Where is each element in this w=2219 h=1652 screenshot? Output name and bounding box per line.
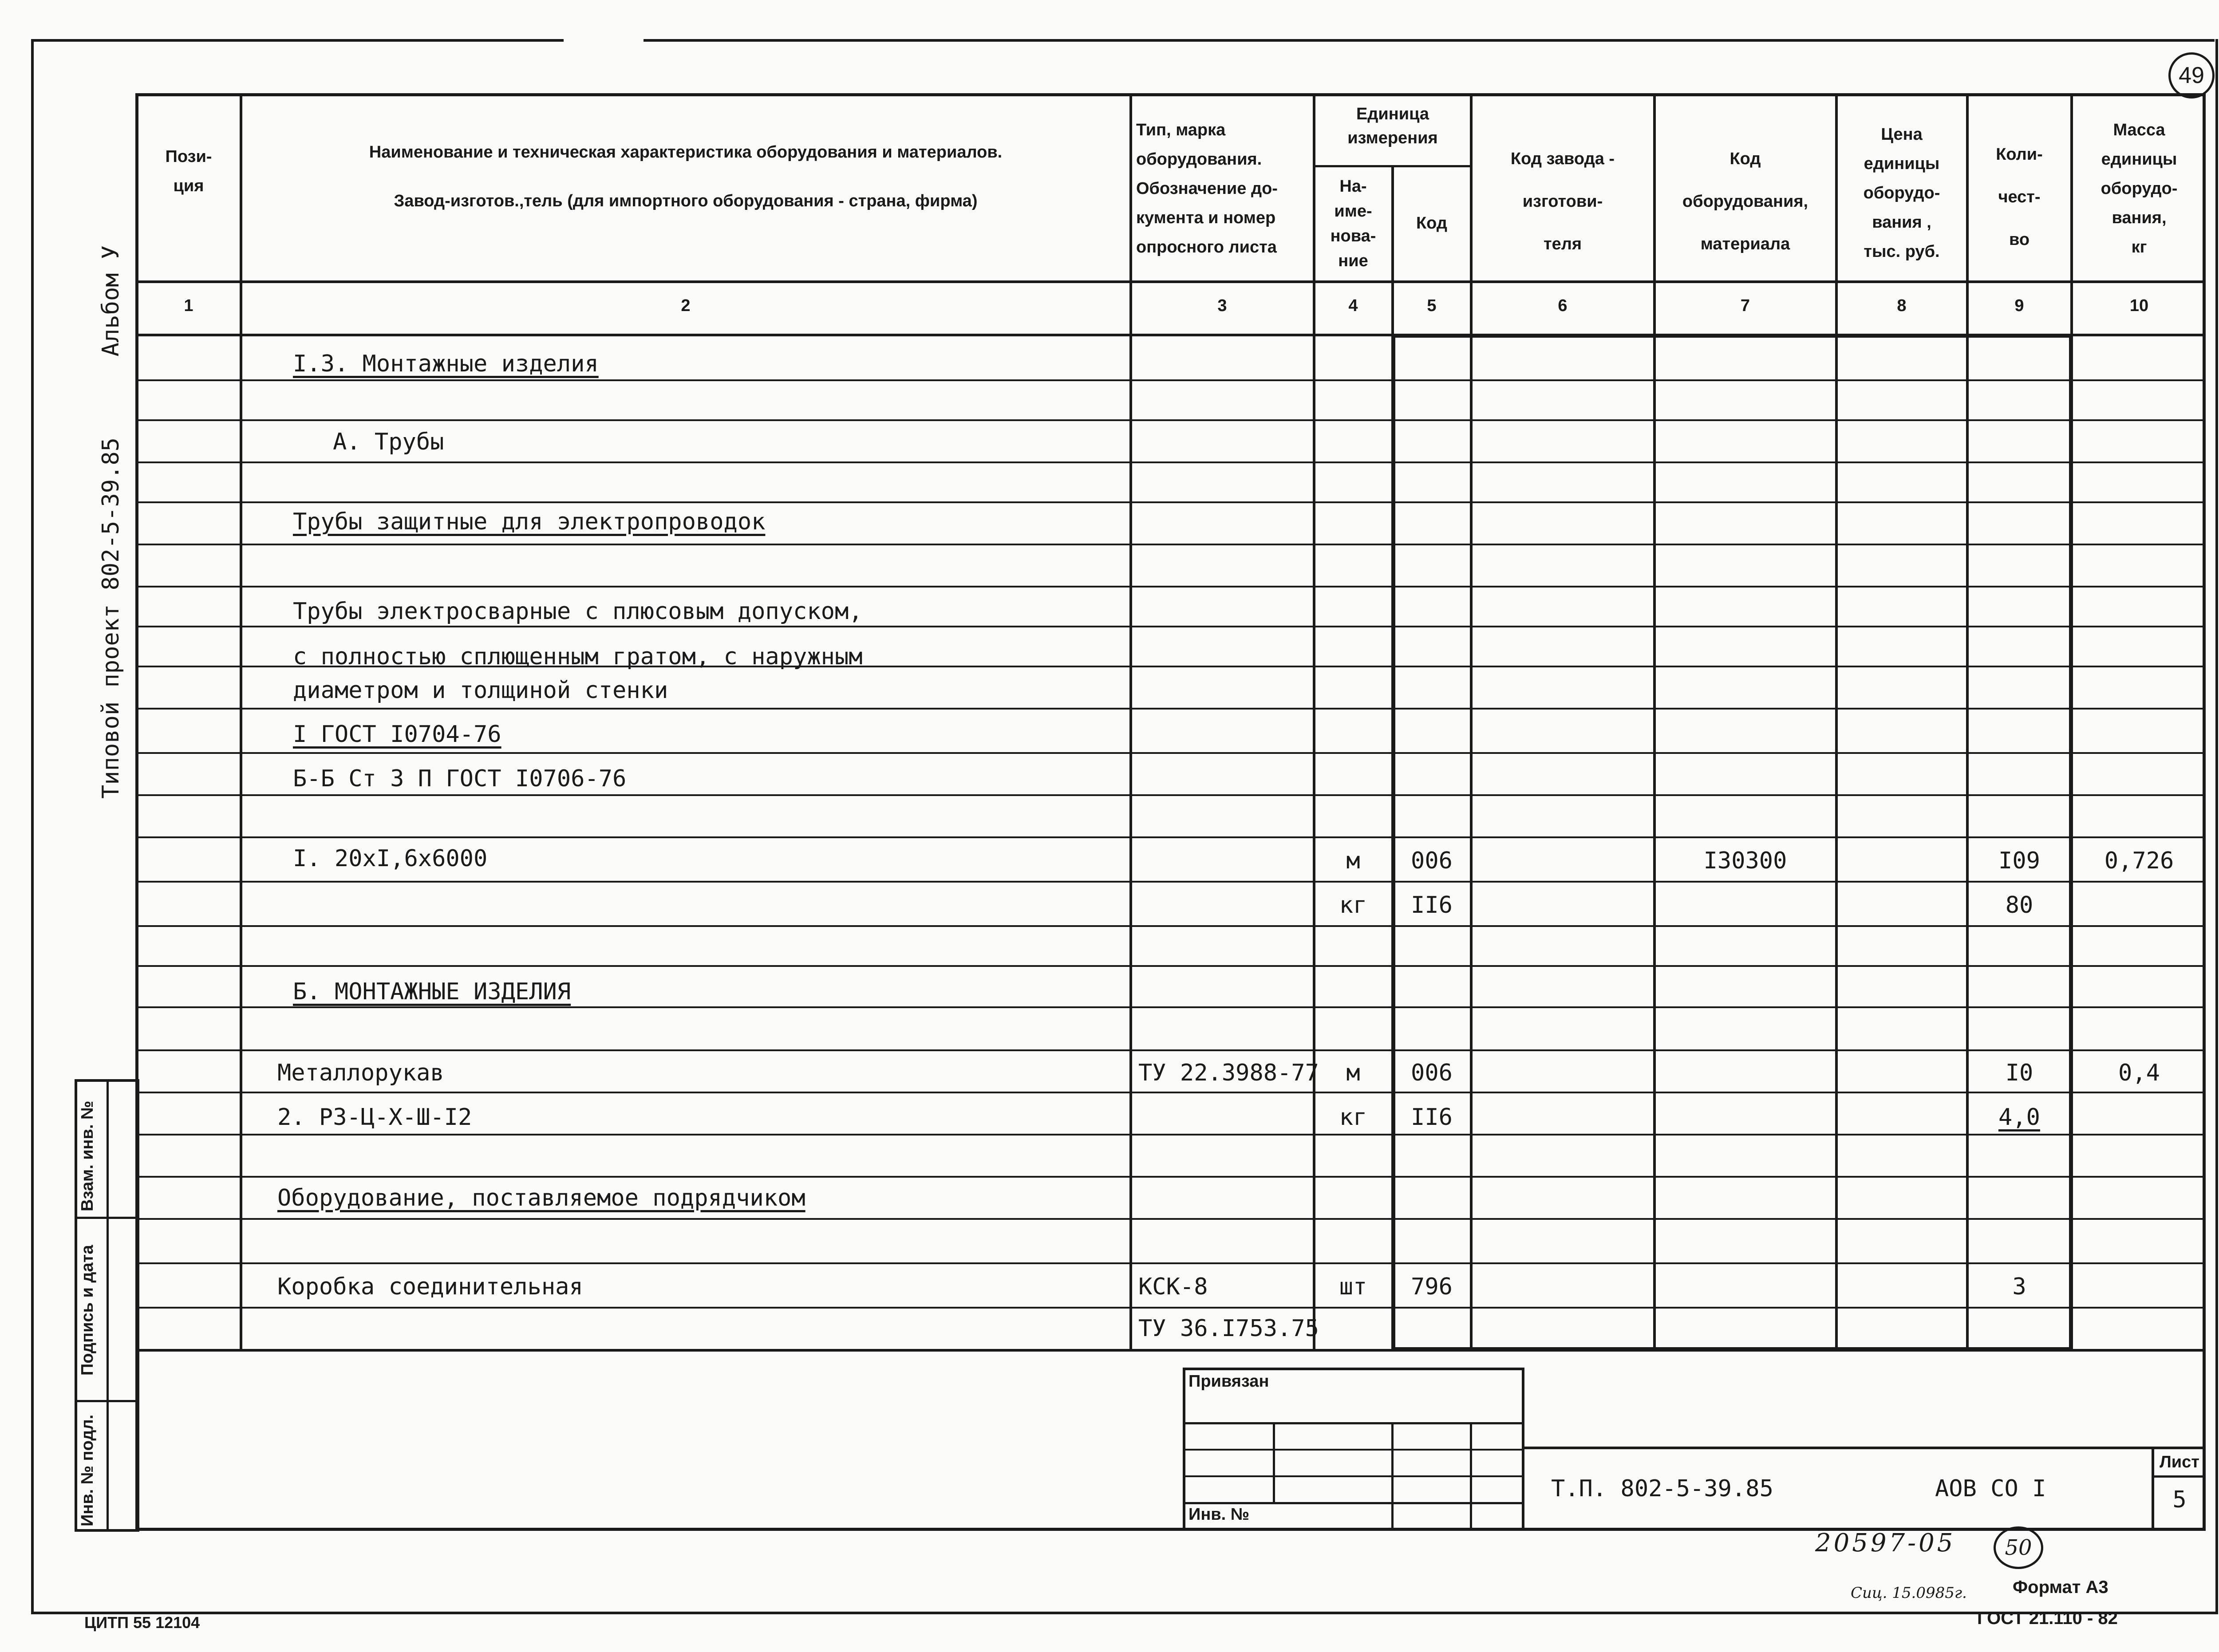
row-sep bbox=[135, 1176, 2206, 1178]
col-number: 1 bbox=[184, 296, 193, 315]
metal-hose-spec: 2. Р3-Ц-Х-Ш-I2 bbox=[277, 1104, 472, 1131]
col-number: 3 bbox=[1217, 296, 1227, 315]
binding-h4 bbox=[1183, 1502, 1524, 1504]
side-field-podpis-text: Подпись и дата bbox=[78, 1245, 97, 1376]
side-project-text: Типовой проект 802-5-39.85 bbox=[98, 438, 124, 799]
row-sep bbox=[135, 1049, 2206, 1051]
pipe-item-mass: 0,726 bbox=[2104, 848, 2174, 874]
group-title-contractor-equipment: Оборудование, поставляемое подрядчиком bbox=[277, 1185, 805, 1211]
row-sep bbox=[135, 836, 2206, 838]
col-line-1 bbox=[240, 93, 242, 1351]
row-sep bbox=[135, 1307, 2206, 1309]
metal-hose-code: 006 bbox=[1411, 1060, 1453, 1086]
header-unit-name: На- име- нова- ние bbox=[1330, 177, 1376, 270]
header-bottom-line bbox=[135, 280, 2206, 283]
header-name-line2: Завод-изготов.,тель (для импортного оборудования - страна, фирма) bbox=[394, 192, 978, 210]
side-project-label bbox=[98, 245, 124, 799]
col-line-2 bbox=[1129, 93, 1132, 1351]
item-standard-1: I ГОСТ I0704-76 bbox=[293, 721, 501, 748]
metal-hose-name: Металлорукав bbox=[277, 1060, 444, 1086]
col-number: 4 bbox=[1348, 296, 1358, 315]
side-fields-divider bbox=[107, 1079, 109, 1532]
metal-hose-mass: 0,4 bbox=[2118, 1060, 2160, 1086]
row-sep bbox=[135, 379, 2206, 381]
table-body-bottom bbox=[135, 1349, 2206, 1352]
row-sep bbox=[135, 1262, 2206, 1264]
row-sep bbox=[135, 501, 2206, 503]
metal-hose-type: ТУ 22.3988-77 bbox=[1138, 1060, 1319, 1086]
header-unit-group: Единица измерения bbox=[1347, 105, 1438, 147]
sheet-border-right bbox=[2215, 39, 2218, 1614]
junction-box-spec: ТУ 36.I753.75 bbox=[1138, 1315, 1319, 1342]
binding-v3 bbox=[1470, 1422, 1472, 1531]
row-sep bbox=[135, 461, 2206, 463]
header-material-code: Код оборудования, материала bbox=[1682, 150, 1808, 253]
row-sep bbox=[135, 925, 2206, 927]
side-album-text: Альбом У bbox=[98, 245, 124, 357]
junction-box-qty: 3 bbox=[2012, 1273, 2026, 1300]
col-number: 2 bbox=[681, 296, 691, 315]
col-number: 5 bbox=[1427, 296, 1437, 315]
pipe-item-code: 006 bbox=[1411, 848, 1453, 874]
header-price: Цена единицы оборудо- вания , тыс. руб. bbox=[1863, 125, 1940, 261]
side-field-podpis bbox=[78, 1245, 97, 1376]
pipe-item-qty-2: 80 bbox=[2005, 892, 2033, 919]
col-number: 10 bbox=[2129, 296, 2149, 315]
row-sep bbox=[135, 794, 2206, 796]
sheet-border-top-left bbox=[31, 39, 564, 42]
item-description-line2: с полностью сплющенным гратом, с наружным bbox=[293, 643, 863, 670]
page-number-circle bbox=[2168, 52, 2215, 99]
col-line-3 bbox=[1313, 93, 1315, 1351]
page-number: 49 bbox=[2179, 63, 2204, 88]
header-position: Пози- ция bbox=[165, 147, 212, 195]
binding-label: Привязан bbox=[1188, 1372, 1269, 1391]
sheet-number: 5 bbox=[2172, 1486, 2187, 1513]
order-number: 20597-05 bbox=[1815, 1529, 1956, 1557]
side-field-inv-podl-text: Инв. № подл. bbox=[78, 1414, 97, 1526]
pipe-item-material-code: I30300 bbox=[1703, 848, 1787, 874]
group-title-protective-pipes: Трубы защитные для электропроводок bbox=[293, 509, 766, 535]
citp-label: ЦИТП 55 12104 bbox=[84, 1613, 200, 1632]
metal-hose-unit: м bbox=[1346, 1060, 1360, 1086]
junction-box-code: 796 bbox=[1411, 1273, 1453, 1300]
col-number: 9 bbox=[2014, 296, 2024, 315]
pipe-item-name: I. 20xI,6x6000 bbox=[293, 845, 488, 872]
junction-box-unit: шт bbox=[1339, 1273, 1367, 1300]
col-number: 7 bbox=[1740, 296, 1750, 315]
side-field-inv-podl bbox=[78, 1415, 97, 1526]
document-code: АОВ СО I bbox=[1935, 1475, 2046, 1502]
subsection-pipes: А. Трубы bbox=[333, 429, 444, 455]
row-sep bbox=[135, 1134, 2206, 1136]
header-name-line1: Наименование и техническая характеристика оборудования и материалов. bbox=[369, 143, 1003, 162]
pipe-item-unit: м bbox=[1346, 848, 1360, 874]
stamp-top-line bbox=[1524, 1447, 2206, 1449]
sheet-label: Лист bbox=[2160, 1453, 2199, 1471]
pipe-item-unit-2: кг bbox=[1339, 892, 1367, 919]
row-sep bbox=[135, 965, 2206, 967]
header-mass: Масса единицы оборудо- вания, кг bbox=[2101, 121, 2178, 256]
junction-box-type: КСК-8 bbox=[1138, 1273, 1208, 1300]
row-sep bbox=[135, 419, 2206, 421]
col-number: 6 bbox=[1558, 296, 1568, 315]
junction-box-name: Коробка соединительная bbox=[277, 1273, 583, 1300]
header-quantity: Коли- чест- во bbox=[1996, 145, 2043, 249]
row-sep bbox=[135, 1218, 2206, 1220]
document-number: Т.П. 802-5-39.85 bbox=[1551, 1475, 1773, 1502]
sheet-border-left bbox=[31, 39, 34, 1614]
metal-hose-qty: I0 bbox=[2005, 1060, 2033, 1086]
row-sep bbox=[135, 1006, 2206, 1008]
row-sep bbox=[135, 752, 2206, 754]
metal-hose-unit-2: кг bbox=[1339, 1104, 1367, 1131]
row-sep bbox=[135, 1092, 2206, 1093]
row-sep bbox=[135, 586, 2206, 587]
sheet-cell-divider bbox=[2152, 1475, 2206, 1478]
sheet-border-bottom bbox=[31, 1612, 2218, 1614]
side-fields-h1 bbox=[75, 1217, 139, 1219]
format-label: Формат А3 bbox=[2013, 1577, 2108, 1597]
body-thick-block bbox=[1391, 334, 2073, 1351]
order-circle-number: 50 bbox=[2005, 1535, 2032, 1560]
binding-h3 bbox=[1183, 1475, 1524, 1477]
side-fields-h2 bbox=[75, 1400, 139, 1402]
binding-h1 bbox=[1183, 1422, 1524, 1424]
header-factory-code: Код завода - изготови- теля bbox=[1510, 150, 1615, 253]
header-unit-code: Код bbox=[1416, 214, 1448, 233]
section-title-mounting: I.3. Монтажные изделия bbox=[293, 351, 599, 377]
col-number: 8 bbox=[1897, 296, 1907, 315]
side-field-vzam-text: Взам. инв. № bbox=[78, 1100, 97, 1211]
inventory-label: Инв. № bbox=[1188, 1505, 1250, 1524]
side-field-vzam bbox=[78, 1101, 97, 1211]
item-description-line3: диаметром и толщиной стенки bbox=[293, 677, 668, 704]
metal-hose-code-2: II6 bbox=[1411, 1104, 1453, 1131]
item-description-line1: Трубы электросварные с плюсовым допуском, bbox=[293, 598, 863, 625]
sheet-border-top-right bbox=[644, 39, 2215, 42]
unit-group-divider bbox=[1313, 165, 1470, 167]
binding-h2 bbox=[1183, 1449, 1524, 1451]
row-sep bbox=[135, 881, 2206, 883]
header-type: Тип, марка оборудования. Обозначение до- кумента и номер опросного листа bbox=[1136, 121, 1278, 256]
item-standard-2: Б-Б Ст 3 П ГОСТ I0706-76 bbox=[293, 765, 627, 792]
row-sep bbox=[135, 544, 2206, 545]
binding-v1 bbox=[1273, 1422, 1275, 1502]
pipe-item-code-2: II6 bbox=[1411, 892, 1453, 919]
binding-v2 bbox=[1391, 1422, 1394, 1531]
metal-hose-qty-2: 4,0 bbox=[1998, 1104, 2040, 1131]
row-sep bbox=[135, 626, 2206, 627]
sign-note: Сиц. 15.0985г. bbox=[1851, 1584, 1967, 1602]
pipe-item-qty: I09 bbox=[1998, 848, 2040, 874]
gost-label: ГОСТ 21.110 - 82 bbox=[1977, 1609, 2118, 1628]
order-circle bbox=[1994, 1526, 2043, 1569]
subsection-mounting-items: Б. МОНТАЖНЫЕ ИЗДЕЛИЯ bbox=[293, 978, 571, 1005]
row-sep bbox=[135, 708, 2206, 710]
